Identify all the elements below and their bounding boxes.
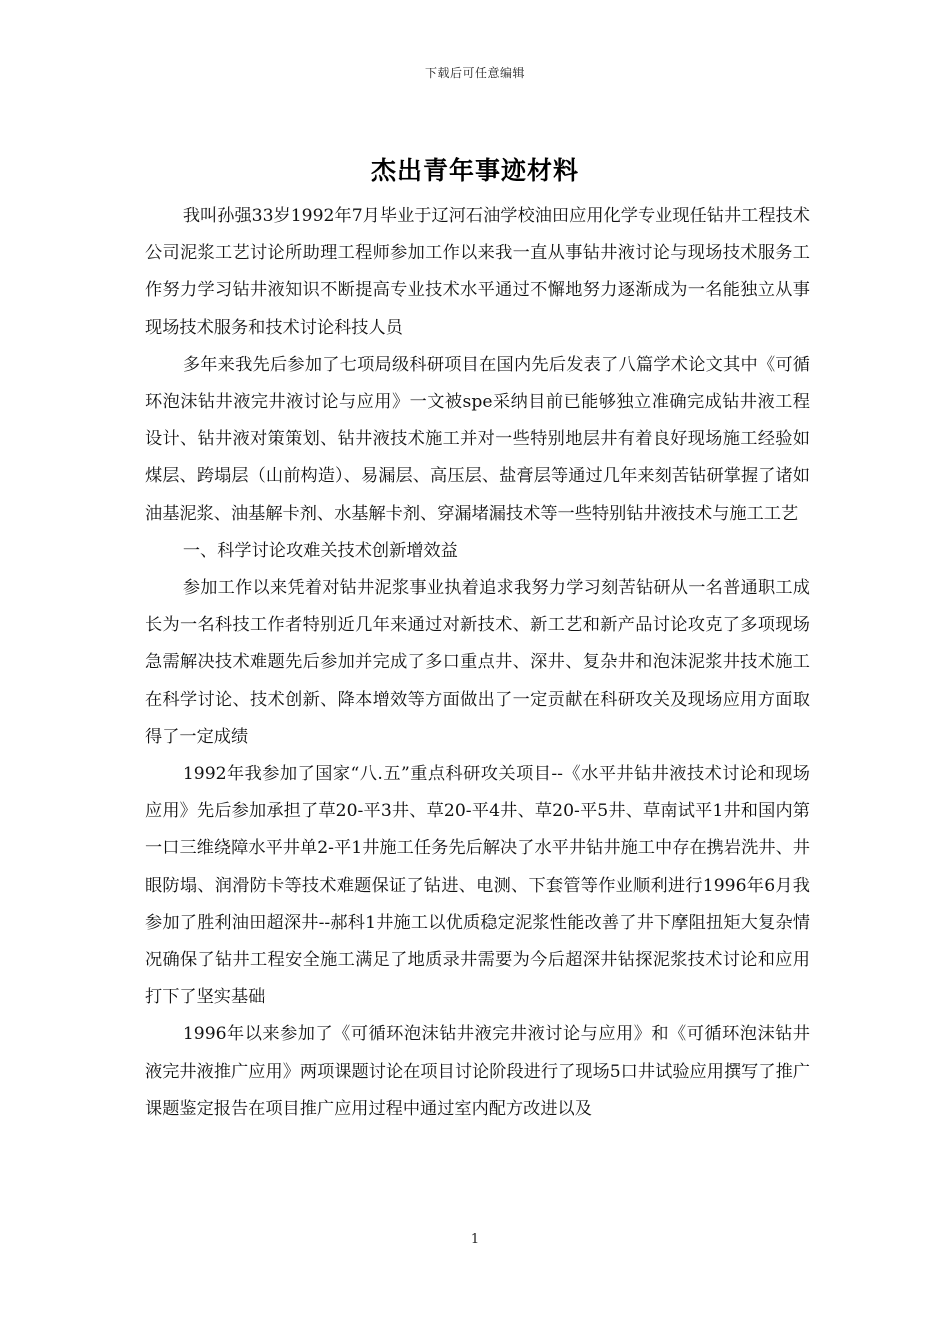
page-number: 1 <box>470 1232 480 1247</box>
paragraph-1996-project: 1996年以来参加了《可循环泡沫钻井液完井液讨论与应用》和《可循环泡沫钻井液完井液推广应用》两项课题讨论在项目讨论阶段进行了现场5口井试验应用撰写了推广课题鉴定报告在项目推广应用过程中通过室内配方改进以及 <box>145 1024 810 1119</box>
paragraph-work-overview: 参加工作以来凭着对钻井泥浆事业执着追求我努力学习刻苦钻研从一名普通职工成长为一名科技工作者特别近几年来通过对新技术、新工艺和新产品讨论攻克了多项现场急需解决技术难题先后参加并完成了多口重点井、深井、复杂井和泡沫泥浆井技术施工在科学讨论、技术创新、降本增效等方面做出了一定贡献在科研攻关及现场应用方面取得了一定成绩 <box>145 578 810 747</box>
document-title: 杰出青年事迹材料 <box>370 156 579 185</box>
section-heading-1: 一、科学讨论攻难关技术创新增效益 <box>182 540 458 561</box>
paragraph-intro: 我叫孙强33岁1992年7月毕业于辽河石油学校油田应用化学专业现任钻井工程技术公司泥浆工艺讨论所助理工程师参加工作以来我一直从事钻井液讨论与现场技术服务工作努力学习钻井液知识不断提高专业技术水平通过不懈地努力逐渐成为一名能独立从事现场技术服务和技术讨论科技人员 <box>145 206 810 338</box>
paragraph-1992-project: 1992年我参加了国家“八.五”重点科研攻关项目--《水平井钻井液技术讨论和现场应用》先后参加承担了草20-平3井、草20-平4井、草20-平5井、草南试平1井和国内第一口三维绕障水平井单2-平1井施工任务先后解决了水平井钻井施工中存在携岩洗井、井眼防塌、润滑防卡等技术难题保证了钻进、电测、下套管等作业顺利进行1996年6月我参加了胜利油田超深井--郝科1井施工以优质稳定泥浆性能改善了井下摩阻扭矩大复杂情况确保了钻井工程安全施工满足了地质录井需要为今后超深井钻探泥浆技术讨论和应用打下了坚实基础 <box>145 764 810 1008</box>
paragraph-research: 多年来我先后参加了七项局级科研项目在国内先后发表了八篇学术论文其中《可循环泡沫钻井液完井液讨论与应用》一文被spe采纳目前已能够独立准确完成钻井液工程设计、钻井液对策策划、钻井液技术施工并对一些特别地层井有着良好现场施工经验如煤层、跨塌层（山前构造）、易漏层、高压层、盐膏层等通过几年来刻苦钻研掌握了诸如油基泥浆、油基解卡剂、水基解卡剂、穿漏堵漏技术等一些特别钻井液技术与施工工艺 <box>145 354 810 524</box>
page-header: 下载后可任意编辑 <box>424 66 525 80</box>
document-body <box>145 198 810 1128</box>
